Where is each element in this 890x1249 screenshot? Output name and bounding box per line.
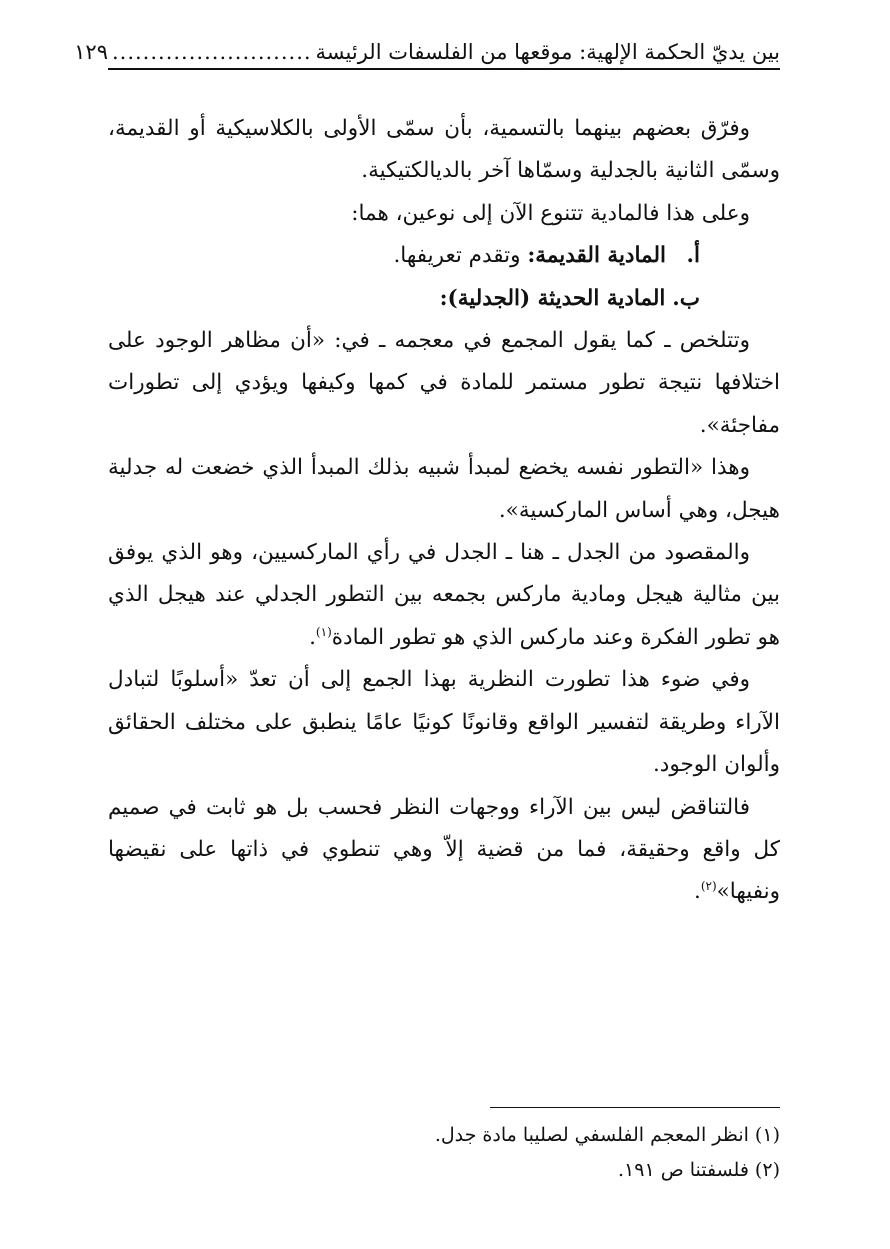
paragraph-5-end: . — [309, 624, 316, 650]
paragraph-2: وعلى هذا فالمادية تتنوع الآن إلى نوعين، هما: — [351, 200, 750, 226]
paragraph-6: وفي ضوء هذا تطورت النظرية بهذا الجمع إلى أن تعدّ «أسلوبًا لتبادل الآراء وطريقة لتفسير الواقع وقانونًا كونيًا عامًا ينطبق على مختلف الحقائق وألوان الوجود. — [108, 667, 780, 778]
list-text-a: وتقدم تعريفها. — [393, 243, 521, 269]
footnote-2: (٢) فلسفتنا ص ١٩١. — [617, 1159, 780, 1181]
footnote-1: (١) انظر المعجم الفلسفي لصليبا مادة جدل. — [434, 1124, 780, 1146]
list-term-a: المادية القديمة: — [527, 243, 667, 269]
list-term-b: المادية الحديثة (الجدلية): — [439, 285, 666, 311]
footnote-ref-2[interactable]: (٢) — [700, 879, 717, 894]
main-text — [108, 108, 780, 914]
list-marker-b: ب. — [672, 285, 700, 311]
list-marker-a: أ. — [686, 243, 700, 269]
footnote-ref-1[interactable]: (١) — [315, 624, 332, 639]
list-item-b — [108, 278, 780, 320]
paragraph-5 — [108, 532, 780, 659]
footnotes — [108, 1118, 780, 1188]
running-header — [74, 30, 780, 70]
paragraph-5-text: والمقصود من الجدل ـ هنا ـ الجدل في رأي الماركسيين، وهو الذي يوفق بين مثالية هيجل ومادية ماركس بجمعه بين التطور الجدلي عند هيجل الذي هو تطور الفكرة وعند ماركس الذي هو تطور المادة — [108, 540, 780, 650]
paragraph-1: وفرّق بعضهم بينهما بالتسمية، بأن سمّى الأولى بالكلاسيكية أو القديمة، وسمّى الثانية بالجدلية وسمّاها آخر بالديالكتيكية. — [108, 116, 780, 184]
list-item-a — [108, 235, 780, 277]
running-title: بين يديّ الحكمة الإلهية: موقعها من الفلسفات الرئيسة — [315, 40, 780, 64]
paragraph-4: وهذا «التطور نفسه يخضع لمبدأ شبيه بذلك المبدأ الذي خضعت له جدلية هيجل، وهي أساس الماركسية». — [108, 455, 780, 523]
paragraph-3: وتتلخص ـ كما يقول المجمع في معجمه ـ في: «أن مظاهر الوجود على اختلافها نتيجة تطور مستمر للمادة في كمها وكيفها ويؤدي إلى تطورات مفاجئة». — [108, 328, 780, 438]
leader-dots: .......................... — [111, 40, 312, 64]
footnote-divider — [490, 1107, 780, 1108]
paragraph-7-end: . — [693, 879, 701, 905]
page-number: ١٢٩ — [74, 40, 108, 64]
paragraph-7 — [108, 787, 780, 914]
paragraph-7-text: فالتناقض ليس بين الآراء ووجهات النظر فحسب بل هو ثابت في صميم كل واقع وحقيقة، فما من قضية إلاّ وهي تنطوي في ذاتها على نقيضها ونفيها» — [108, 794, 780, 905]
